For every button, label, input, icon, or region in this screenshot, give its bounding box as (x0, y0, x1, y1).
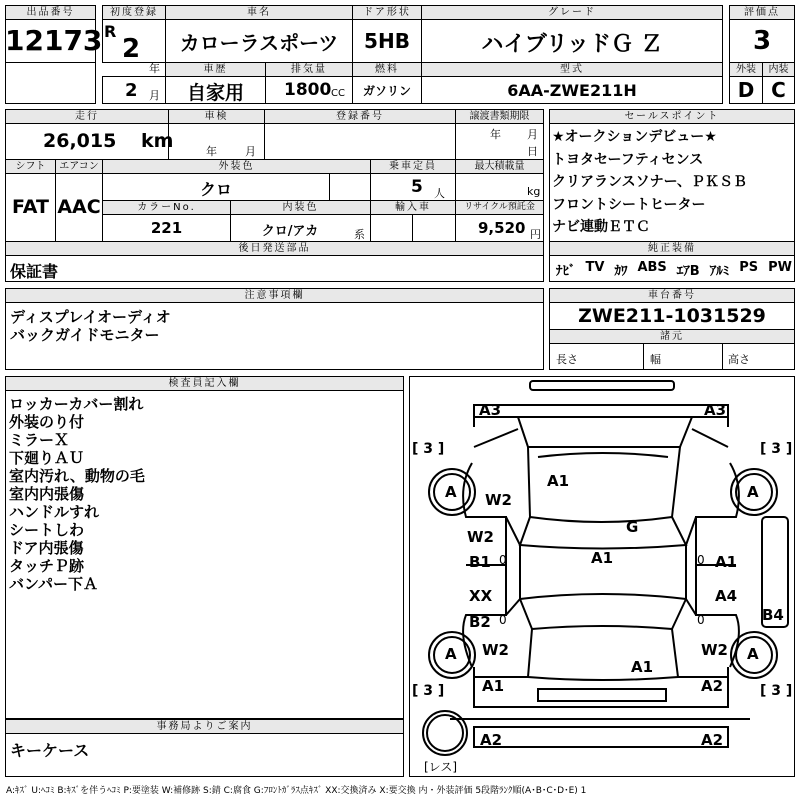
mileage-value: 26,015 (43, 130, 117, 152)
recycle-unit: 円 (530, 228, 541, 241)
displacement-header: 排気量 (265, 62, 353, 77)
tread-rear-left: [ 3 ] (412, 683, 445, 699)
ext-color-value: クロ (199, 180, 232, 199)
int-color-header: 内装色 (230, 200, 371, 215)
mileage-unit: km (141, 130, 174, 152)
code-a1-roof: A1 (591, 549, 614, 567)
color-no-value: 221 (150, 219, 183, 237)
office-value: キーケース (10, 741, 90, 760)
first-reg-header: 初度登録 (102, 5, 166, 20)
code-a2-bumper-left: A2 (480, 731, 503, 749)
inspector-item: 下廻りＡＵ (9, 449, 85, 467)
score-header: 評価点 (729, 5, 795, 20)
history-value: 自家用 (186, 82, 244, 104)
inspection-header: 車検 (168, 109, 265, 124)
import-header: 輸入車 (370, 200, 456, 215)
code-a1-hood: A1 (547, 472, 570, 490)
capacity-header: 乗車定員 (370, 159, 456, 174)
tread-front-right: [ 3 ] (760, 441, 793, 457)
code-a4-right: A4 (715, 587, 738, 605)
sales-points-list (552, 126, 747, 239)
zero-mark: 0 (499, 553, 507, 567)
code-a2-bumper-right: A2 (701, 731, 724, 749)
equipment-header: 純正装備 (549, 241, 795, 256)
tire-rear-left: A (445, 645, 457, 663)
capacity-unit: 人 (434, 187, 445, 200)
ac-value: AAC (57, 196, 101, 218)
code-w2-left: W2 (467, 528, 494, 546)
lot-header: 出品番号 (5, 5, 96, 20)
tire-front-right: A (747, 483, 759, 501)
capacity-value: 5 (411, 177, 423, 197)
lot-number: 12173 (5, 24, 103, 57)
transfer-day-unit: 日 (527, 145, 538, 158)
inspection-month-unit: 月 (245, 145, 256, 158)
zero-mark: 0 (697, 553, 705, 567)
fuel-header: 燃料 (352, 62, 422, 77)
code-b4-right: B4 (762, 606, 784, 624)
int-color-suffix: 系 (354, 228, 365, 241)
ext-grade-header: 外装 (729, 62, 763, 77)
code-xx-left: XX (469, 587, 493, 605)
equipment-item: ﾅﾋﾞ (556, 264, 576, 279)
code-a1-rear-left: A1 (482, 677, 505, 695)
sales-point-item: ナビ連動ＥＴＣ (552, 219, 650, 235)
import-cell-1 (370, 214, 413, 242)
ext-color-cell-2 (329, 173, 371, 201)
shift-header: シフト (5, 159, 56, 174)
specs-header: 諸元 (549, 329, 795, 344)
equipment-item: PS (739, 260, 759, 275)
equipment-item: TV (585, 260, 605, 275)
note-item: ディスプレイオーディオ (10, 308, 171, 326)
code-a1-right-door: A1 (715, 553, 738, 571)
model-value: 6AA-ZWE211H (507, 81, 637, 100)
lot-blank (5, 62, 96, 104)
damage-diagram (409, 376, 795, 777)
history-header: 車歴 (165, 62, 266, 77)
import-cell-2 (412, 214, 456, 242)
first-reg-month: 2 (125, 80, 138, 101)
office-header: 事務局よりご案内 (5, 719, 404, 734)
sales-point-item: フロントシートヒーター (552, 196, 706, 213)
model-header: 型式 (421, 62, 723, 77)
grade-header: グレード (421, 5, 723, 20)
mileage-header: 走行 (5, 109, 169, 124)
zero-mark: 0 (697, 613, 705, 627)
specs-width-label: 幅 (650, 353, 661, 366)
code-g-glass: G (626, 518, 639, 536)
equipment-item: ｱﾙﾐ (709, 264, 730, 279)
inspector-item: ミラーＸ (9, 431, 70, 449)
inspector-header: 検査員記入欄 (5, 376, 404, 391)
first-reg-year-unit: 年 (149, 62, 160, 75)
equipment-item: ｶﾜ (614, 264, 628, 279)
ext-color-header: 外装色 (102, 159, 371, 174)
max-load-unit: kg (527, 185, 541, 198)
notes-header: 注意事項欄 (5, 288, 544, 303)
displacement-value: 1800 (284, 80, 332, 100)
ac-header: エアコン (55, 159, 103, 174)
code-w2-rear-left: W2 (482, 641, 509, 659)
inspector-item: 室内内張傷 (9, 485, 85, 503)
fuel-value: ガソリン (362, 84, 411, 98)
tire-rear-right: A (747, 645, 759, 663)
spare-tire-label: [レス] (424, 760, 458, 774)
inspector-item: シートしわ (9, 521, 85, 539)
max-load-header: 最大積載量 (455, 159, 544, 174)
sales-points-header: セールスポイント (549, 109, 795, 124)
transfer-header: 譲渡書類期限 (455, 109, 544, 124)
code-b2-left: B2 (469, 613, 491, 631)
inspector-item: バンパー下Ａ (9, 575, 98, 593)
sales-point-item: ★オークションデビュー★ (552, 129, 717, 145)
recycle-value: 9,520 (478, 219, 526, 237)
int-grade-value: C (771, 78, 786, 102)
later-parts-cell (5, 255, 544, 282)
tread-front-left: [ 3 ] (412, 441, 445, 457)
legend: A:ｷｽﾞ U:ﾍｺﾐ B:ｷｽﾞを伴うﾍｺﾐ P:要塗装 W:補修跡 S:錆 C:腐食 G:ﾌﾛﾝﾄｶﾞﾗｽ点ｷｽﾞ XX:交換済み X:要交換 内・外装評価 5段階ﾗﾝｸ順(A･B･C･D･E) 1 (6, 786, 587, 796)
score-value: 3 (752, 26, 772, 56)
shift-value: FAT (12, 196, 49, 218)
inspection-year-unit: 年 (206, 145, 217, 158)
tread-rear-right: [ 3 ] (760, 683, 793, 699)
transfer-month-unit: 月 (527, 128, 538, 141)
chassis-header: 車台番号 (549, 288, 795, 303)
first-reg-year: 2 (122, 34, 141, 64)
zero-mark: 0 (499, 613, 507, 627)
reg-no-header: 登録番号 (264, 109, 456, 124)
car-name: カローラスポーツ (179, 31, 339, 55)
recycle-header: リサイクル預託金 (455, 200, 544, 215)
note-item: バックガイドモニター (10, 326, 160, 344)
inspector-item: 外装のり付 (9, 413, 85, 431)
later-parts-value: 保証書 (10, 262, 59, 281)
int-color-value: クロ/アカ (261, 224, 319, 239)
door-header: ドア形状 (352, 5, 422, 20)
equipment-item: ABS (637, 260, 667, 275)
chassis-number: ZWE211-1031529 (578, 305, 766, 327)
later-parts-header: 後日発送部品 (5, 241, 544, 256)
tire-front-left: A (445, 483, 457, 501)
notes-list (10, 308, 171, 344)
first-reg-month-unit: 月 (149, 89, 160, 102)
transfer-year-unit: 年 (490, 128, 501, 141)
inspector-item: ロッカーカバー割れ (9, 395, 144, 413)
car-outline (410, 377, 794, 776)
grade-value: ハイブリッドＧ Ｚ (481, 32, 663, 57)
car-name-header: 車名 (165, 5, 353, 20)
first-reg-era: R (104, 22, 117, 41)
code-w2-rear-right: W2 (701, 641, 728, 659)
door-type: 5HB (364, 29, 410, 53)
specs-length-label: 長さ (556, 353, 578, 366)
sales-point-item: トヨタセーフティセンス (552, 151, 704, 168)
ext-grade-value: D (737, 78, 755, 102)
code-a1-trunk: A1 (631, 658, 654, 676)
inspector-list (9, 395, 145, 593)
inspector-item: 室内汚れ、動物の毛 (9, 467, 145, 485)
sales-point-item: クリアランスソナー、ＰＫＳＢ (552, 174, 748, 190)
code-w2-front-left: W2 (485, 491, 512, 509)
reg-no-cell (264, 123, 456, 160)
equipment-item: PW (768, 260, 792, 275)
inspector-item: ハンドルすれ (9, 503, 100, 521)
specs-height-label: 高さ (728, 353, 750, 366)
code-b1-left: B1 (469, 553, 491, 571)
code-a2-rear-right: A2 (701, 677, 724, 695)
equipment-list (556, 260, 792, 279)
inspector-item: ドア内張傷 (9, 539, 84, 557)
code-a3-left: A3 (479, 401, 502, 419)
inspector-item: タッチＰ跡 (9, 557, 85, 575)
equipment-item: ｴｱB (676, 264, 700, 279)
code-a3-right: A3 (704, 401, 727, 419)
displacement-unit: CC (331, 88, 345, 99)
int-grade-header: 内装 (762, 62, 795, 77)
color-no-header: カラーNo. (102, 200, 231, 215)
